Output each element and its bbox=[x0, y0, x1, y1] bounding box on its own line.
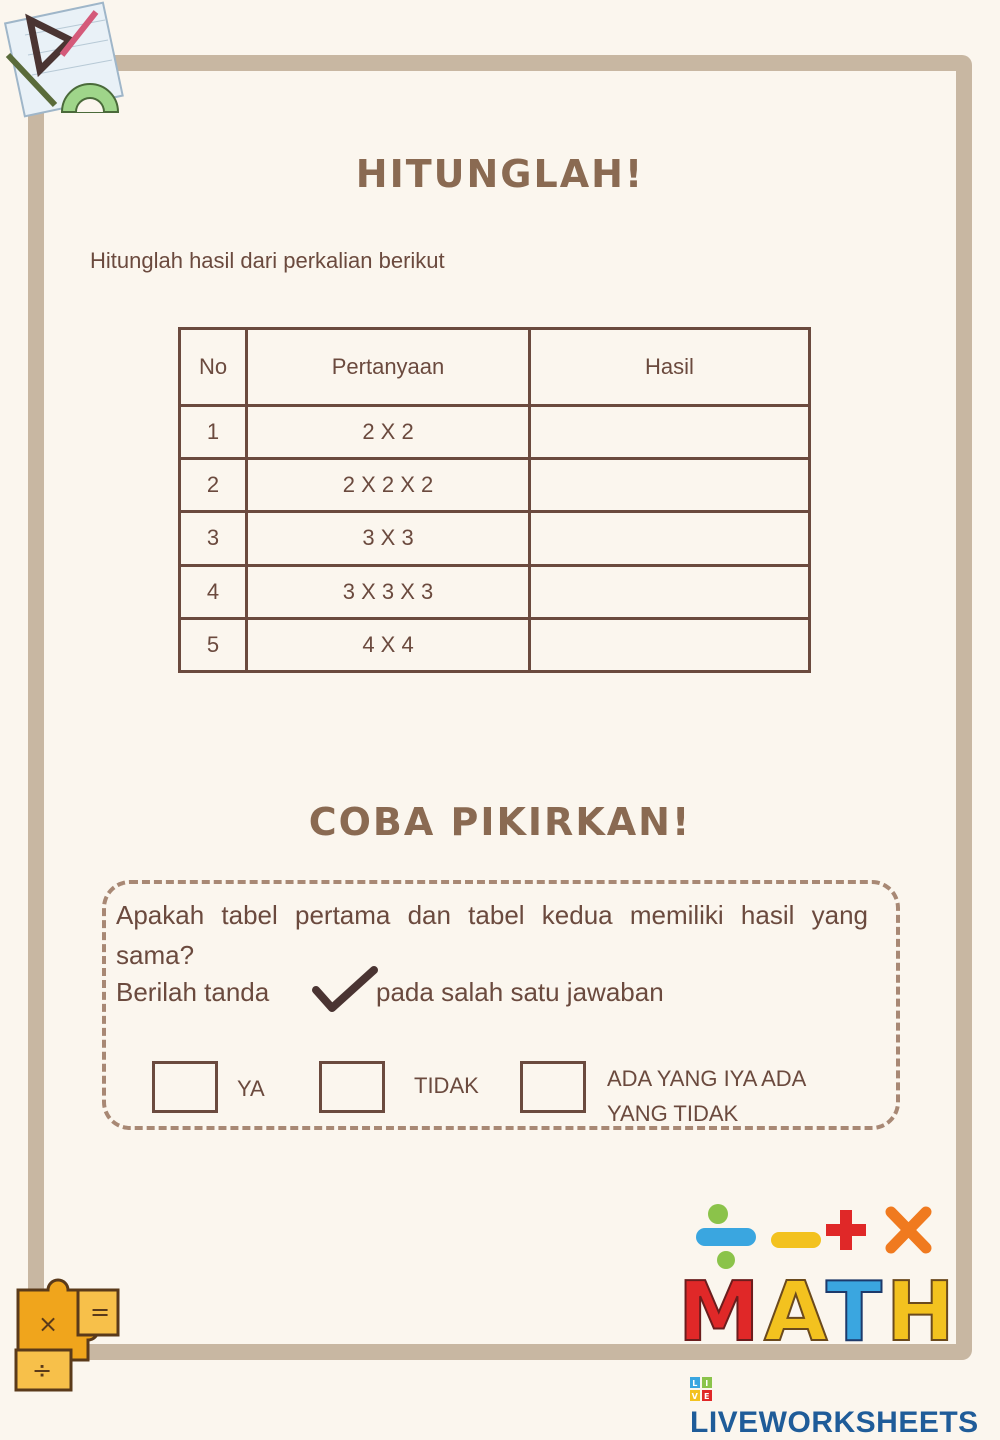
row-number: 4 bbox=[180, 565, 247, 618]
row-question: 4 X 4 bbox=[247, 618, 530, 671]
option-mixed-checkbox[interactable] bbox=[520, 1061, 586, 1113]
badge-letter: L bbox=[692, 1379, 698, 1388]
table-row bbox=[180, 512, 810, 565]
table-header-row bbox=[180, 329, 810, 406]
option-mixed-label-line1: ADA YANG IYA ADA bbox=[607, 1066, 807, 1091]
svg-text:×: × bbox=[38, 1310, 59, 1338]
row-number: 5 bbox=[180, 618, 247, 671]
instruction-text: Hitunglah hasil dari perkalian berikut bbox=[90, 248, 445, 273]
table-row bbox=[180, 406, 810, 459]
row-question: 3 X 3 X 3 bbox=[247, 565, 530, 618]
answer-cell[interactable] bbox=[530, 406, 810, 459]
math-letter-h: H bbox=[886, 1265, 955, 1350]
puzzle-pieces-icon bbox=[8, 1270, 133, 1395]
option-ya-checkbox[interactable] bbox=[152, 1061, 218, 1113]
badge-letter: I bbox=[705, 1379, 709, 1388]
answer-cell[interactable] bbox=[530, 459, 810, 512]
row-number: 3 bbox=[180, 512, 247, 565]
header-question: Pertanyaan bbox=[247, 329, 530, 406]
table-row bbox=[180, 565, 810, 618]
answer-cell[interactable] bbox=[530, 512, 810, 565]
option-tidak-label: TIDAK bbox=[414, 1073, 479, 1098]
math-letter-a: A bbox=[764, 1265, 828, 1350]
row-question: 2 X 2 bbox=[247, 406, 530, 459]
svg-text:÷: ÷ bbox=[32, 1356, 53, 1384]
mark-instruction-post: pada salah satu jawaban bbox=[376, 977, 664, 1007]
badge-letter: E bbox=[704, 1392, 710, 1401]
table-row bbox=[180, 618, 810, 671]
math-characters-illustration bbox=[676, 1200, 956, 1350]
math-letter-m: M bbox=[678, 1265, 760, 1350]
mark-instruction-pre: Berilah tanda bbox=[116, 977, 270, 1007]
svg-text:=: = bbox=[90, 1298, 111, 1326]
liveworksheets-badge-icon bbox=[690, 1377, 712, 1401]
option-tidak-checkbox[interactable] bbox=[319, 1061, 385, 1113]
row-question: 3 X 3 bbox=[247, 512, 530, 565]
checkmark-icon bbox=[312, 966, 378, 1012]
geometry-tools-icon bbox=[0, 0, 130, 125]
answer-cell[interactable] bbox=[530, 565, 810, 618]
section-title-calculate: HITUNGLAH! bbox=[355, 152, 645, 196]
header-no: No bbox=[180, 329, 247, 406]
multiplication-table bbox=[178, 327, 811, 673]
badge-letter: V bbox=[691, 1392, 699, 1401]
answer-cell[interactable] bbox=[530, 618, 810, 671]
option-ya-label: YA bbox=[237, 1076, 265, 1101]
row-question: 2 X 2 X 2 bbox=[247, 459, 530, 512]
math-letter-t: T bbox=[826, 1265, 882, 1350]
liveworksheets-logo bbox=[690, 1372, 1000, 1440]
row-number: 1 bbox=[180, 406, 247, 459]
table-row bbox=[180, 459, 810, 512]
header-result: Hasil bbox=[530, 329, 810, 406]
row-number: 2 bbox=[180, 459, 247, 512]
question-text: Apakah tabel pertama dan tabel kedua memiliki hasil yang sama? bbox=[116, 900, 868, 970]
option-mixed-label bbox=[607, 1061, 806, 1131]
brand-name: LIVEWORKSHEETS bbox=[690, 1406, 979, 1439]
section-title-think: COBA PIKIRKAN! bbox=[308, 800, 692, 844]
option-mixed-label-line2: YANG TIDAK bbox=[607, 1101, 739, 1126]
